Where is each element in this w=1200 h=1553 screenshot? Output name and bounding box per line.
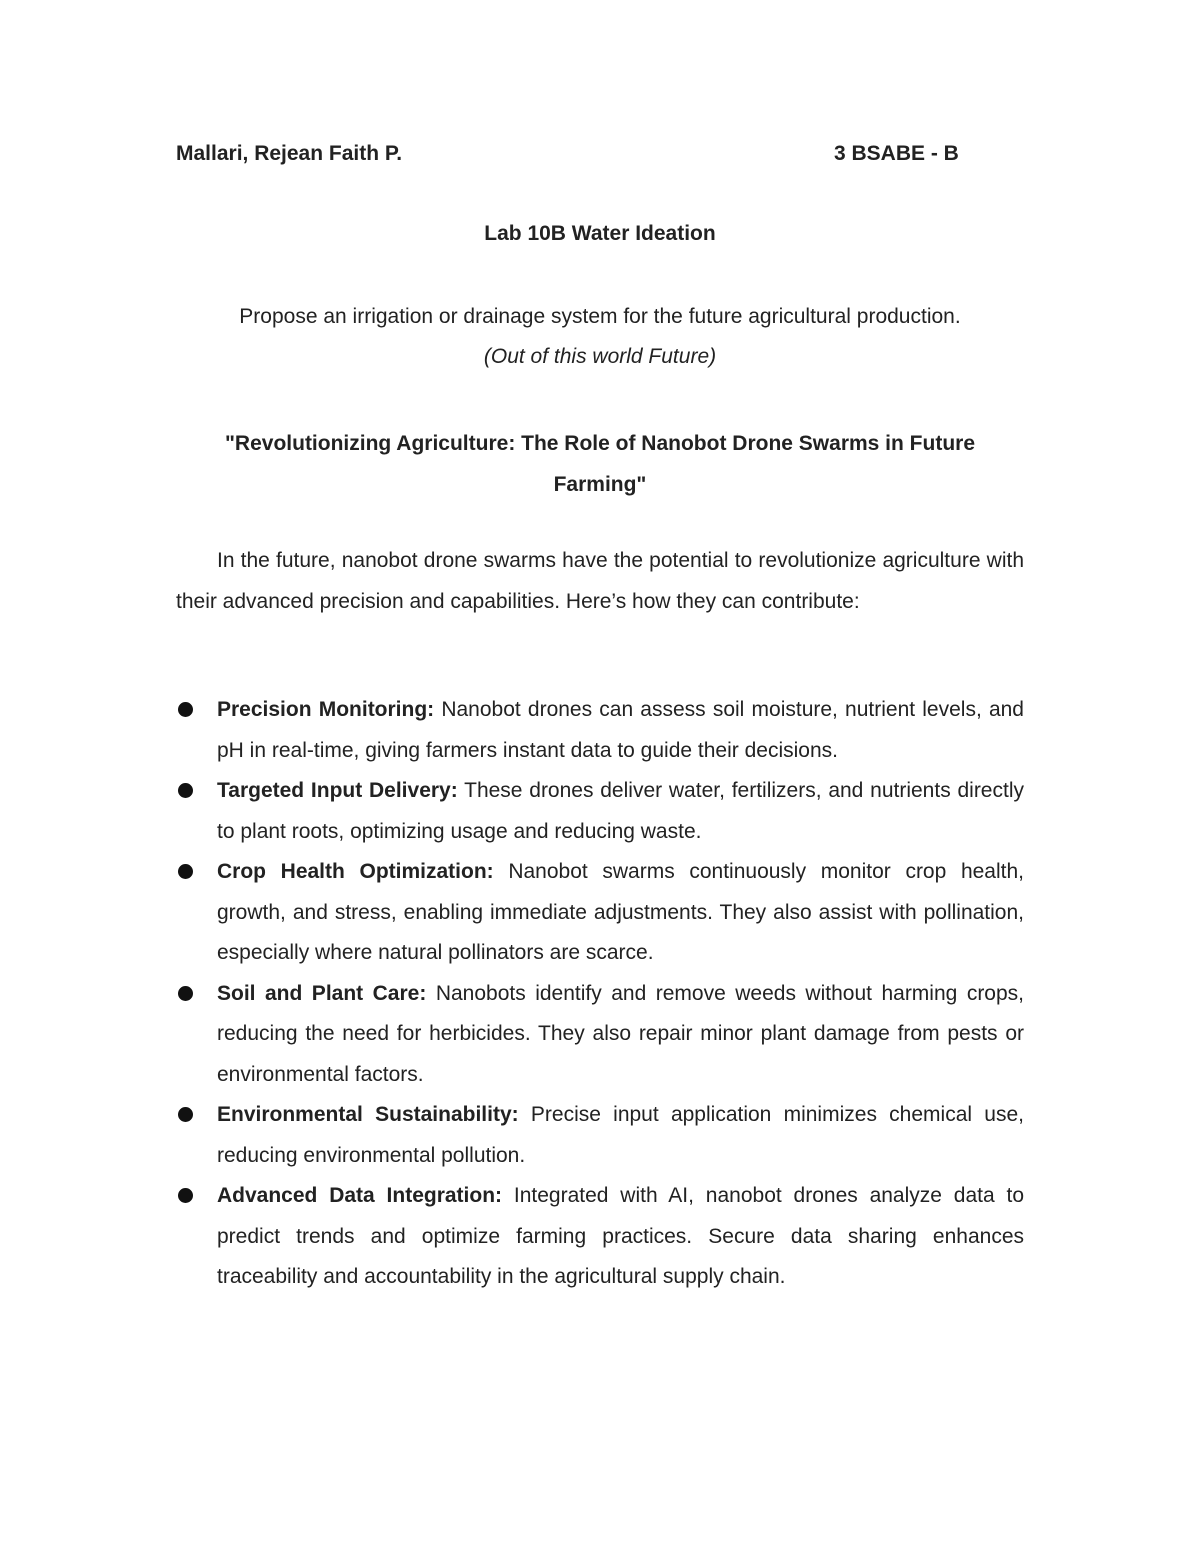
prompt-subtext: (Out of this world Future)	[483, 345, 717, 368]
bullet-text: Nanobots identify and remove weeds without harming crops, reducing the need for herbicides. They also repair minor plant damage from pests or environmental factors.	[217, 981, 1024, 1086]
bullet-text: Precise input application minimizes chemical use, reducing environmental pollution.	[217, 1103, 1024, 1167]
lab-title: Lab 10B Water Ideation	[484, 222, 716, 245]
author-name: Mallari, Rejean Faith P.	[176, 142, 403, 165]
bullet-text: Nanobot swarms continuously monitor crop health, growth, and stress, enabling immediate adjustments. They also assist with pollination, especially where natural pollinators are scarce.	[217, 860, 1025, 964]
list-item	[176, 852, 1024, 974]
bullet-dot-icon	[178, 986, 193, 1001]
bullet-label: Environmental Sustainability:	[217, 1103, 519, 1126]
bullet-text: These drones deliver water, fertilizers, and nutrients directly to plant roots, optimizing usage and reducing waste.	[217, 779, 1024, 843]
bullet-dot-icon	[178, 864, 193, 879]
bullet-dot-icon	[178, 1188, 193, 1203]
bullet-label: Soil and Plant Care:	[217, 981, 427, 1005]
header-row	[176, 142, 976, 172]
list-item	[176, 1095, 1024, 1176]
bullet-dot-icon	[178, 702, 193, 717]
list-item	[176, 690, 1024, 771]
bullet-label: Targeted Input Delivery:	[217, 779, 458, 802]
bullet-label: Crop Health Optimization:	[217, 860, 494, 883]
list-item	[176, 1176, 1024, 1298]
bullet-dot-icon	[178, 783, 193, 798]
bullet-dot-icon	[178, 1107, 193, 1122]
prompt-text: Propose an irrigation or drainage system for the future agricultural production.	[239, 305, 961, 328]
bullet-list	[176, 690, 1024, 1298]
bullet-label: Precision Monitoring:	[217, 698, 435, 721]
bullet-text: Nanobot drones can assess soil moisture, nutrient levels, and pH in real-time, giving farmers instant data to guide their decisions.	[217, 698, 1024, 762]
intro-paragraph: In the future, nanobot drone swarms have the potential to revolutionize agriculture with their advanced precision and capabilities. Here’s how they can contribute:	[176, 549, 1024, 613]
class-section: 3 BSABE - B	[834, 142, 959, 165]
bullet-text: Integrated with AI, nanobot drones analyze data to predict trends and optimize farming practices. Secure data sharing enhances traceability and accountability in the agricultural supply chain.	[217, 1184, 1025, 1288]
essay-title: "Revolutionizing Agriculture: The Role of Nanobot Drone Swarms in Future Farming"	[224, 432, 976, 496]
list-item	[176, 771, 1024, 852]
list-item	[176, 974, 1024, 1096]
bullet-label: Advanced Data Integration:	[217, 1184, 503, 1207]
